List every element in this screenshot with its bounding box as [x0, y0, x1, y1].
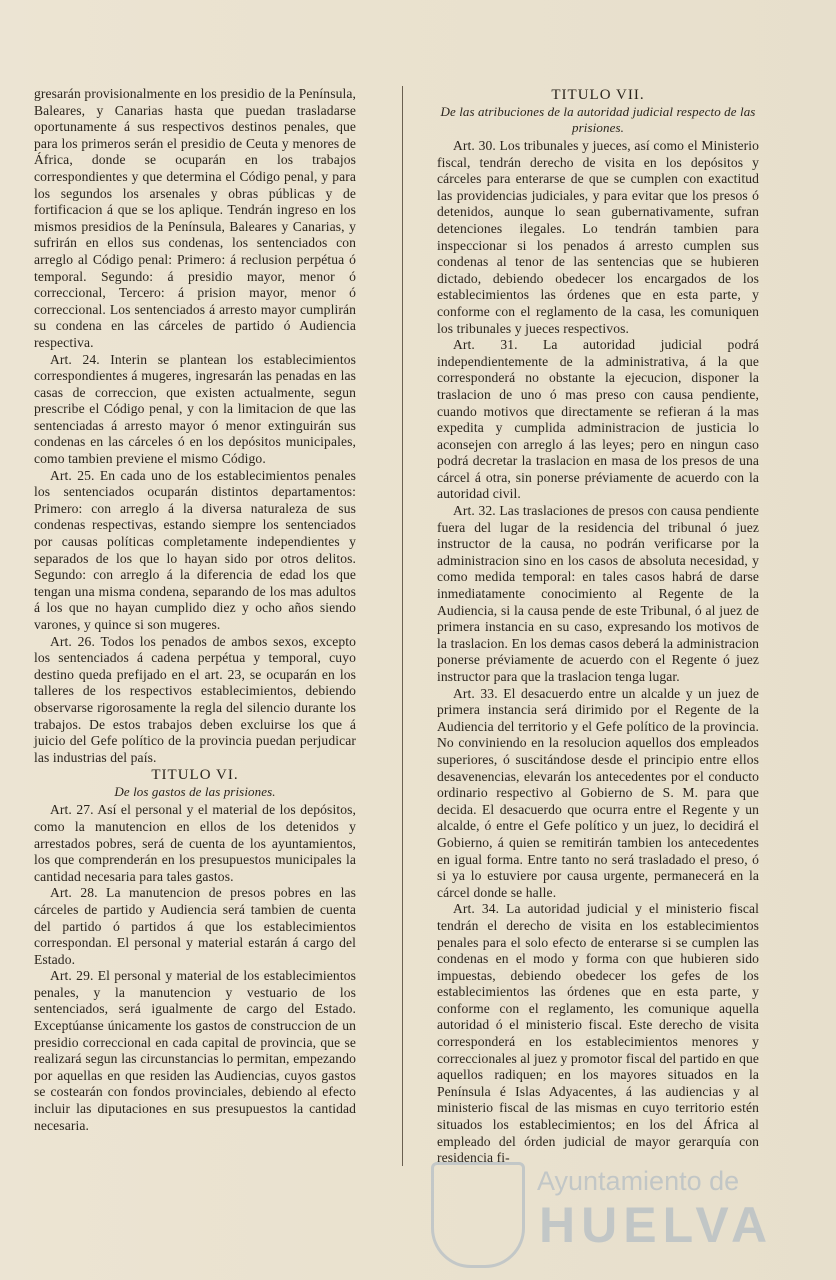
column-divider	[402, 86, 403, 1166]
article-24: Art. 24. Interin se plantean los establecimientos correspondientes á mugeres, ingresarán las penadas en las casas de correccion, que existen actualmente, segun prescribe el Código penal, y con la limitacion de que las sentenciadas á arresto mayor ó menor extinguirán sus condenas en las cárceles ó en los depósitos municipales, como tambien previene el mismo Código.	[34, 351, 356, 467]
title-vii-subtitle: De las atribuciones de la autoridad judicial respecto de las prisiones.	[440, 104, 756, 135]
article-33: Art. 33. El desacuerdo entre un alcalde y un juez de primera instancia será dirimido por el Regente de la Audiencia del territorio y el Gefe político de la provincia. No conviniendo en la resolucion aquellos dos empleados superiores, ó suscitándose desde el principio entre ellos desavenencias, elevarán los antecedentes por el conducto ordinario respectivo al Gobierno de S. M. para que decida. El desacuerdo que ocurra entre el Regente y un alcalde, ó entre el Gefe político y un juez, lo decidirá el Gobierno, á quien se remitirán tambien los antecedentes en igual forma. Entre tanto no será trasladado el preso, ó si ya lo estuviere por causa urgente, permanecerá en la cárcel donde se halle.	[437, 685, 759, 900]
article-30: Art. 30. Los tribunales y jueces, así como el Ministerio fiscal, tendrán derecho de visita en los depósitos y cárceles para enterarse de que se cumplen con exactitud las providencias judiciales, y para evitar que los presos ó detenidos, aunque lo sean gubernativamente, sufran detenciones ilegales. Lo tendrán tambien para inspeccionar si los penados á arresto cumplen sus condenas al tenor de las sentencias que se hubieren dictado, debiendo obedecer los encargados de los establecimientos las órdenes que en esta parte, y conforme con el reglamento de la casa, les comuniquen los tribunales y jueces respectivos.	[437, 138, 759, 336]
title-vi: TITULO VI.	[151, 767, 239, 784]
article-25: Art. 25. En cada uno de los establecimientos penales los sentenciados ocuparán distintos departamentos: Primero: con arreglo á la diversa naturaleza de sus condenas respectivas, estando siempre los sentenciados por causas políticas completamente independientes y separados de los que lo hayan sido por otros delitos. Segundo: con arreglo á la diferencia de edad los que tengan una misma condena, separando de los mas adultos á los que no hayan cumplido diez y ocho años siendo varones, y quince si son mugeres.	[34, 467, 356, 632]
paragraph-continuation: gresarán provisionalmente en los presidio de la Península, Baleares, y Canarias hasta que puedan trasladarse oportunamente á sus respectivos destinos penales, que para los primeros serán el presidio de Ceuta y menores de África, donde se ocuparán en los trabajos correspondientes y que determina el Código penal, y para los segundos los arsenales y obras públicas y de fortificacion á que se los aplique. Tendrán ingreso en los mismos presidios de la Península, Baleares y Canarias, y sufrirán en ellos sus condenas, los sentenciados con arreglo al Código penal: Primero: á reclusion perpétua ó temporal. Segundo: á presidio mayor, menor ó correccional, Tercero: á prision mayor, menor ó correccional. Los sentenciados á arresto mayor cumplirán su condena en las cárceles de partido ó Audiencia respectiva.	[34, 86, 356, 350]
right-column	[437, 86, 759, 1167]
left-column	[34, 86, 356, 1134]
article-32: Art. 32. Las traslaciones de presos con causa pendiente fuera del lugar de la residencia del tribunal ó juez instructor de la causa, no podrán verificarse por la administracion sino en los casos de absoluta necesidad, y como medida temporal: en tales casos habrá de darse inmediatamente conocimiento al Regente de la Audiencia, si la causa pende de este Tribunal, ó al juez de primera instancia en su caso, expresando los motivos de la traslacion. En los demas casos deberá la administracion ponerse préviamente de acuerdo con el Regente ó juez instructor para que la traslacion tenga lugar.	[437, 503, 759, 684]
title-vi-subtitle: De los gastos de las prisiones.	[114, 784, 276, 800]
article-28: Art. 28. La manutencion de presos pobres en las cárceles de partido y Audiencia será tambien de cuenta del partido ó partidos á que los establecimientos correspondan. El personal y material estarán á cargo del Estado.	[34, 885, 356, 967]
watermark-line1: Ayuntamiento de	[537, 1166, 740, 1196]
watermark-logo	[425, 1138, 774, 1268]
article-29: Art. 29. El personal y material de los establecimientos penales, y la manutencion y vestuario de los sentenciados, será igualmente de cargo del Estado. Exceptúanse únicamente los gastos de construccion de un presidio correccional en cada capital de provincia, que se realizará segun las circunstancias lo permitan, empezando por aquellas en que residen las Audiencias, cuyos gastos se costearán con fondos provinciales, debiendo al efecto incluir las diputaciones en sus presupuestos la cantidad necesaria.	[34, 968, 356, 1133]
watermark-line2: HUELVA	[539, 1197, 774, 1253]
title-vii: TITULO VII.	[551, 87, 645, 103]
article-27: Art. 27. Así el personal y el material de los depósitos, como la manutencion en ellos de los detenidos y arrestados pobres, será de cuenta de los ayuntamientos, los que comprenderán en los presupuestos municipales la cantidad necesaria para tales gastos.	[34, 802, 356, 884]
article-34: Art. 34. La autoridad judicial y el ministerio fiscal tendrán el derecho de visita en los establecimientos penales para el solo efecto de enterarse si se cumplen las condenas en el modo y forma con que hubieren sido impuestas, debiendo obedecer los gefes de los establecimientos las órdenes que en esta parte, y conforme con el reglamento, les comunique aquella autoridad ó el ministerio fiscal. Este derecho de visita corresponderá en los establecimientos menores y correccionales al juez y promotor fiscal del partido en que aquellos radiquen; en los mayores situados en la Península é Islas Adyacentes, á las audiencias y al ministerio fiscal de las mismas en cuyo territorio estén situados los establecimientos; en los del África al empleado del órden judicial de mayor gerarquía con residencia fi-	[437, 901, 759, 1166]
shield-icon	[431, 1162, 525, 1268]
article-26: Art. 26. Todos los penados de ambos sexos, excepto los sentenciados á cadena perpétua y temporal, cuyo destino queda prefijado en el art. 23, se ocuparán en los talleres de los respectivos establecimientos, debiendo observarse rigorosamente la regla del silencio durante los trabajos. De estos trabajos deben excluirse los que á juicio del Gefe político de la provincia puedan perjudicar las industrias del país.	[34, 633, 356, 765]
article-31: Art. 31. La autoridad judicial podrá independientemente de la administrativa, á la que corresponderá no obstante la ejecucion, disponer la traslacion de uno ó mas preso con causa pendiente, cuando motivos que directamente se refieran á la mas expedita y cumplida administracion de justicia lo aconsejen con arreglo á las leyes; pero en ningun caso podrá decretar la traslacion en masa de los presos de una cárcel á otra, sin ponerse préviamente de acuerdo con la autoridad civil.	[437, 337, 759, 502]
